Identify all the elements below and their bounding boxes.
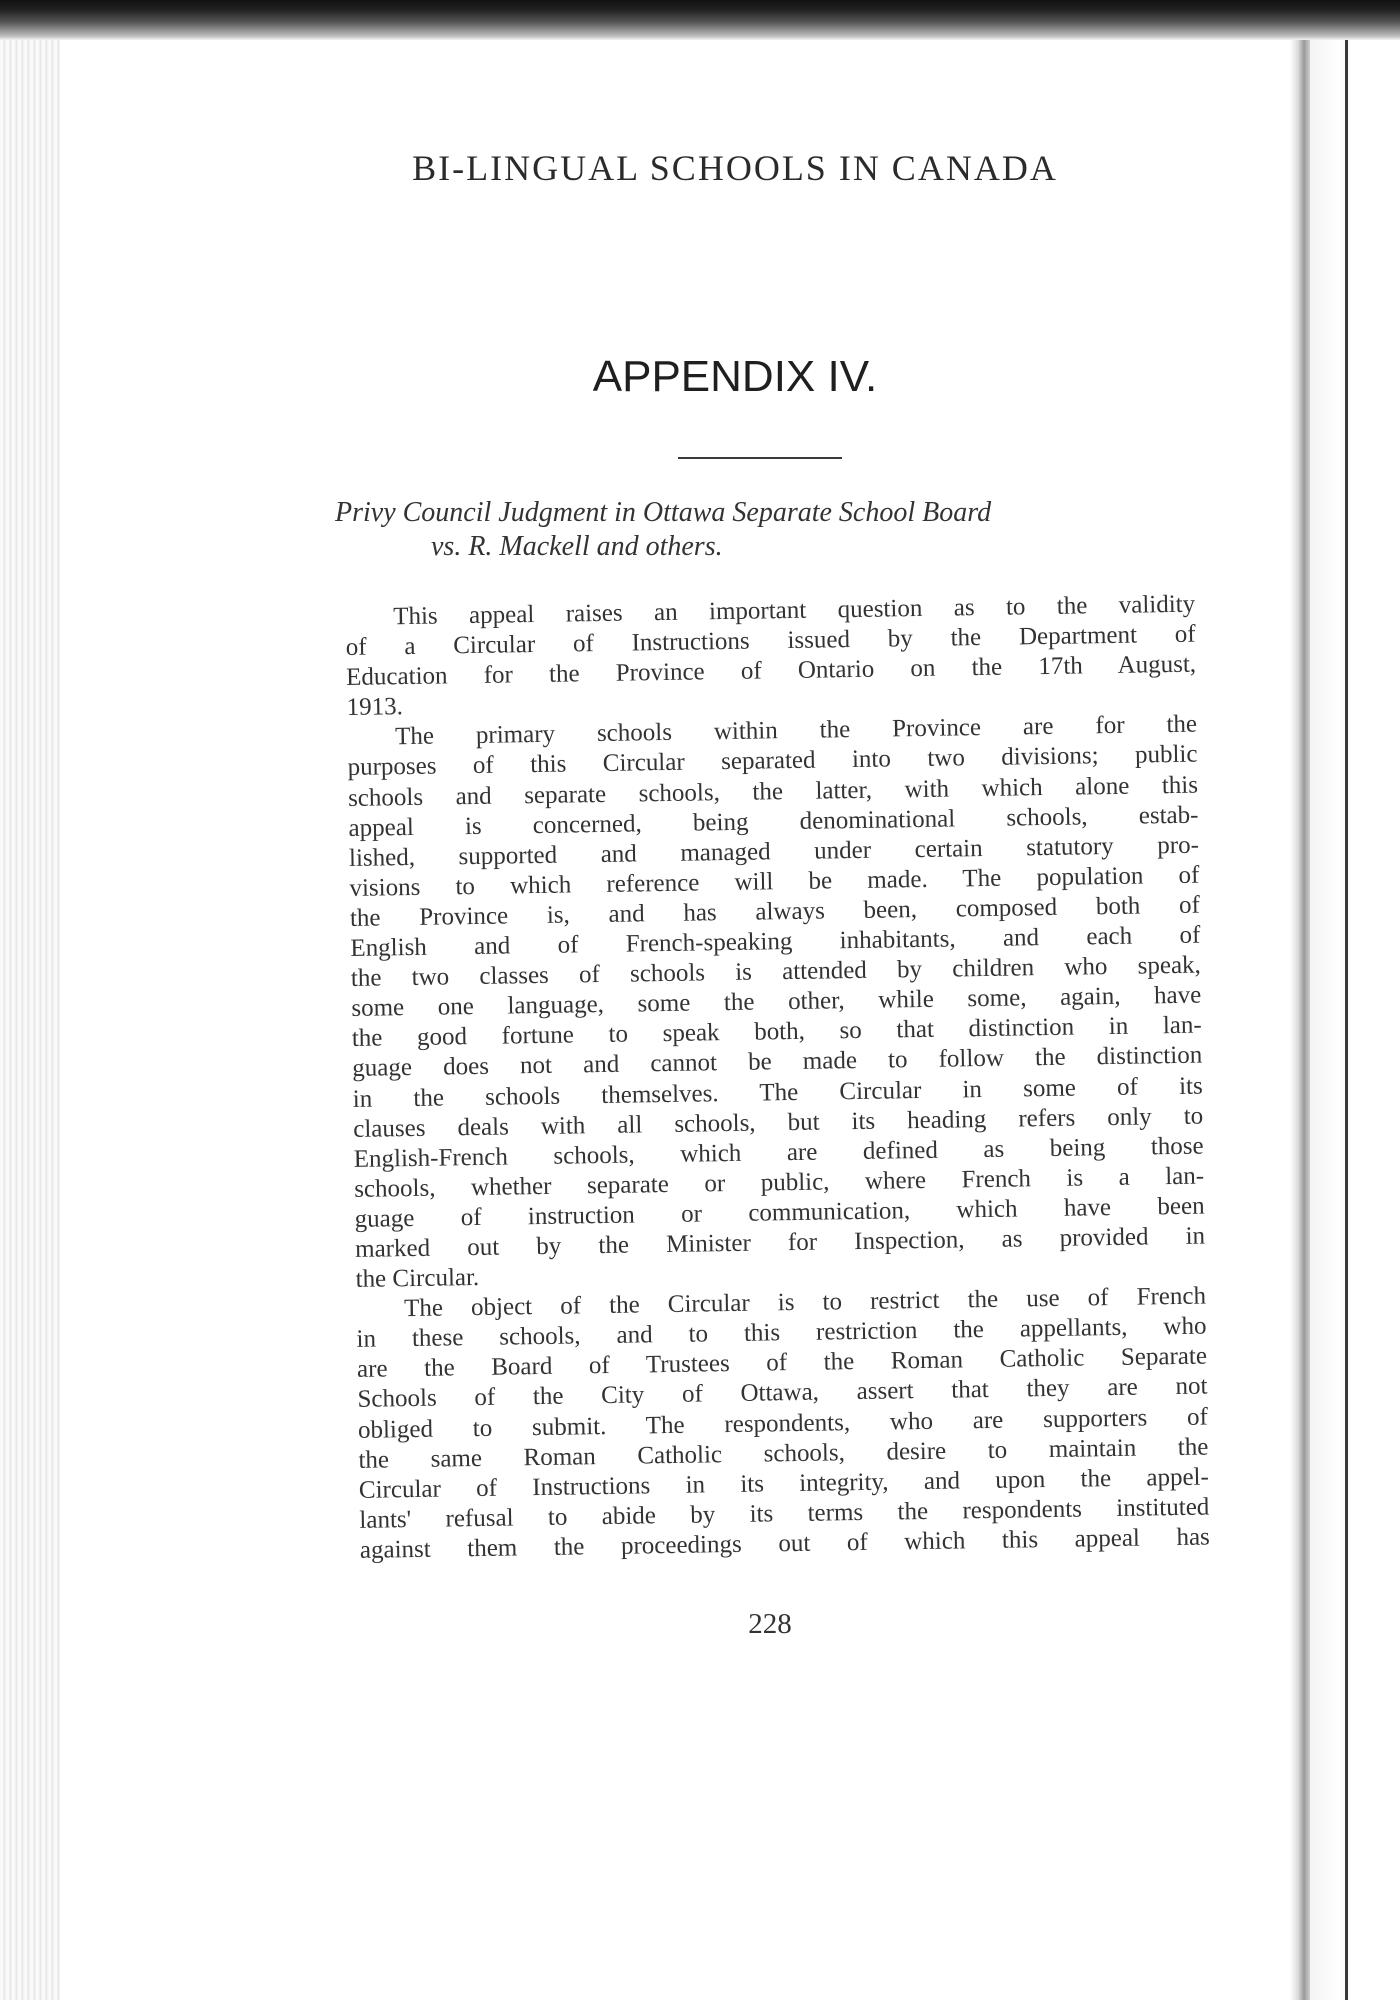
text-line: are the Board of Trustees of the Roman Catholic Separate bbox=[356, 1342, 1208, 1384]
appendix-title: APPENDIX IV. bbox=[592, 352, 878, 401]
text-line: guage of instruction or communication, which have been bbox=[354, 1192, 1205, 1233]
text-line: lants' refusal to abide by its terms the respondents instituted bbox=[359, 1493, 1210, 1534]
text-line: schools, whether separate or public, where French is a lan- bbox=[353, 1162, 1205, 1203]
text-line: the Province is, and has always been, composed both of bbox=[349, 891, 1201, 932]
text-line: Schools of the City of Ottawa, assert that they are not bbox=[357, 1372, 1208, 1414]
text-line: the same Roman Catholic schools, desire to maintain the bbox=[358, 1433, 1209, 1474]
case-title bbox=[335, 496, 1215, 564]
text-line: Circular of Instructions in its integrity, and upon the appel- bbox=[358, 1463, 1210, 1504]
text-line: English and of French-speaking inhabitants, and each of bbox=[350, 921, 1201, 962]
page-number: 228 bbox=[748, 1608, 792, 1640]
text-line: the two classes of schools is attended by children who speak, bbox=[350, 951, 1202, 993]
gutter-shadow bbox=[1290, 40, 1310, 2000]
text-line: schools and separate schools, the latter, with which alone this bbox=[347, 771, 1199, 812]
text-line: against them the proceedings out of which this appeal has bbox=[359, 1523, 1210, 1564]
text-line: The object of the Circular is to restrict the use of French bbox=[403, 1282, 1207, 1323]
binding-line bbox=[1345, 40, 1348, 2000]
text-line: appeal is concerned, being denominational schools, estab- bbox=[348, 801, 1199, 842]
text-line: the Circular. bbox=[355, 1264, 480, 1293]
text-line: Education for the Province of Ontario on the 17th August, bbox=[345, 650, 1197, 692]
text-line: 1913. bbox=[346, 693, 404, 722]
text-line: obliged to submit. The respondents, who are supporters of bbox=[357, 1403, 1209, 1444]
text-line: some one language, some the other, while some, again, have bbox=[351, 981, 1202, 1023]
case-title-line: vs. R. Mackell and others. bbox=[431, 531, 723, 562]
text-line: marked out by the Minister for Inspection, as provided in bbox=[354, 1222, 1206, 1263]
text-line: English-French schools, which are defined as being those bbox=[353, 1132, 1204, 1173]
body-text bbox=[345, 590, 1210, 1566]
page-stack-edges bbox=[0, 40, 61, 2000]
text-line: of a Circular of Instructions issued by the Department of bbox=[345, 620, 1196, 662]
title-divider bbox=[678, 457, 842, 459]
text-line: the good fortune to speak both, so that distinction in lan- bbox=[351, 1011, 1202, 1053]
text-line: lished, supported and managed under certain statutory pro- bbox=[348, 831, 1200, 872]
running-head: BI-LINGUAL SCHOOLS IN CANADA bbox=[412, 148, 1058, 188]
text-line: The primary schools within the Province are for the bbox=[394, 711, 1198, 751]
text-line: guage does not and cannot be made to follow the distinction bbox=[352, 1041, 1203, 1083]
text-line: in the schools themselves. The Circular in some of its bbox=[352, 1072, 1203, 1113]
text-line: This appeal raises an important question as to the validity bbox=[393, 590, 1196, 631]
facing-page-fragment bbox=[1310, 40, 1400, 2000]
scan-top-edge bbox=[0, 0, 1400, 40]
text-line: in these schools, and to this restriction the appellants, who bbox=[356, 1312, 1207, 1354]
case-title-line: Privy Council Judgment in Ottawa Separate School Board bbox=[335, 497, 992, 528]
text-line: purposes of this Circular separated into two divisions; public bbox=[347, 741, 1198, 782]
text-line: clauses deals with all schools, but its heading refers only to bbox=[353, 1102, 1204, 1143]
text-line: visions to which reference will be made. The population of bbox=[349, 861, 1200, 902]
